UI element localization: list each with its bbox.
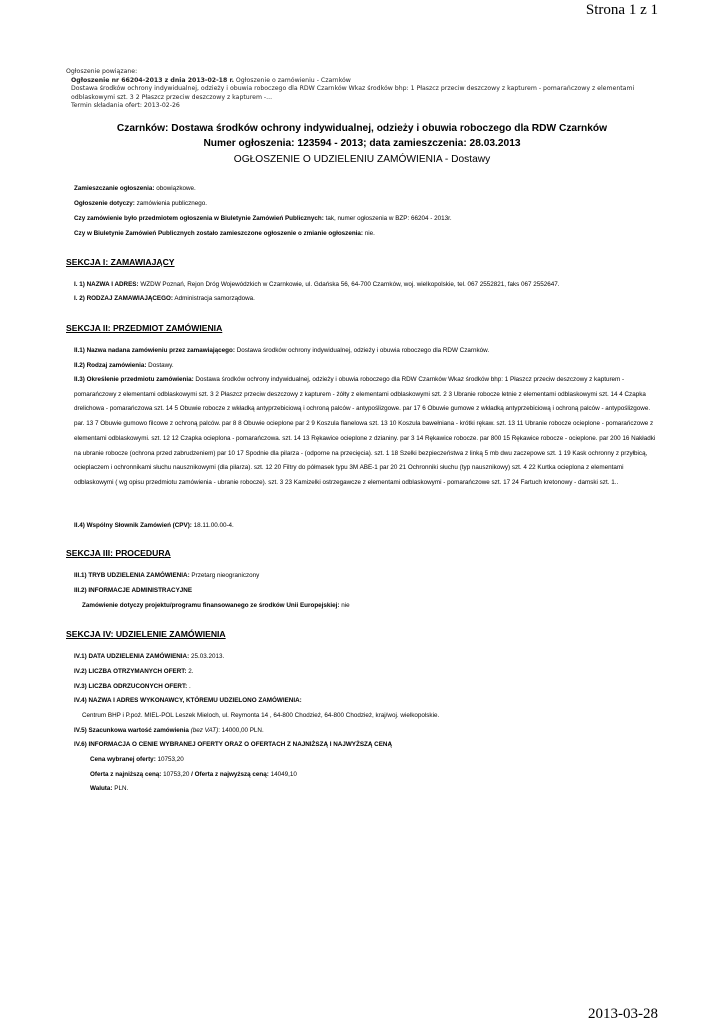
- section-heading: SEKCJA IV: UDZIELENIE ZAMÓWIENIA: [66, 629, 226, 639]
- contractor-address: Centrum BHP i P.poż. MIEL-POL Leszek Mieloch, ul. Reymonta 14 , 64-800 Chodzież, 64-800 Chodzież, kraj/woj. wielkopolskie.: [82, 712, 440, 719]
- section4-item: IV.2) LICZBA OTRZYMANYCH OFERT: 2.: [74, 668, 194, 675]
- section1-item: I. 2) RODZAJ ZAMAWIAJĄCEGO: Administracja samorządowa.: [74, 295, 255, 302]
- section3-item: Zamówienie dotyczy projektu/programu finansowanego ze środków Unii Europejskiej: nie: [82, 602, 350, 609]
- section4-item: IV.1) DATA UDZIELENIA ZAMÓWIENIA: 25.03.2013.: [74, 653, 225, 660]
- section-heading: SEKCJA II: PRZEDMIOT ZAMÓWIENIA: [66, 323, 223, 333]
- intro-line: Ogłoszenie dotyczy: zamówienia publicznego.: [74, 200, 207, 207]
- related-reference[interactable]: Ogłoszenie nr 66204-2013 z dnia 2013-02-18 r. Ogłoszenie o zamówieniu - Czarnków: [71, 76, 351, 84]
- section4-item: IV.3) LICZBA ODRZUCONYCH OFERT: .: [74, 683, 191, 690]
- notice-number: Numer ogłoszenia: 123594 - 2013; data zamieszczenia: 28.03.2013: [203, 138, 521, 149]
- intro-line: Zamieszczanie ogłoszenia: obowiązkowe.: [74, 185, 196, 192]
- section1-item: I. 1) NAZWA I ADRES: WZDW Poznań, Rejon Dróg Wojewódzkich w Czarnkowie, ul. Gdańska 56, 64-700 Czarnków, woj. wielkopolskie, tel. 067 2552821, faks 067 2552647.: [74, 281, 560, 288]
- cpv-code: II.4) Wspólny Słownik Zamówień (CPV): 18.11.00.00-4.: [74, 522, 234, 529]
- currency: Waluta: PLN.: [90, 785, 129, 792]
- notice-type: OGŁOSZENIE O UDZIELENIU ZAMÓWIENIA - Dostawy: [233, 154, 491, 165]
- selected-price: Cena wybranej oferty: 10753,20: [90, 756, 184, 763]
- print-date: 2013-03-28: [588, 1006, 658, 1022]
- related-deadline: Termin składania ofert: 2013-02-26: [71, 102, 180, 110]
- section-heading: SEKCJA I: ZAMAWIAJĄCY: [66, 257, 175, 267]
- offer-info-heading: IV.6) INFORMACJA O CENIE WYBRANEJ OFERTY ORAZ O OFERTACH Z NAJNIŻSZĄ I NAJWYŻSZĄ CENĄ: [74, 741, 393, 748]
- intro-line: Czy w Biuletynie Zamówień Publicznych zostało zamieszczone ogłoszenie o zmianie ogłoszenia: nie.: [74, 230, 375, 237]
- estimated-value: IV.5) Szacunkowa wartość zamówienia (bez VAT): 14000,00 PLN.: [74, 727, 264, 734]
- notice-title: Czarnków: Dostawa środków ochrony indywidualnej, odzieży i obuwia roboczego dla RDW Czarnków: [116, 123, 608, 134]
- section-heading: SEKCJA III: PROCEDURA: [66, 548, 171, 558]
- order-description: II.3) Określenie przedmiotu zamówienia: Dostawa środków ochrony indywidualnej, odzieży i obuwia roboczego dla RDW Czarnków Wkaz środków bhp: 1 Płaszcz przeciw deszczowy z kapturem - pomarańczowy z elementami odblaskowymi szt. 3 2 Płaszcz przeciw deszczowy z kapturem - żółty z elementami odblaskowymi szt. 2 3 Ubranie robocze letnie z elementami odblaskowymi szt. 14 4 Czapka drelichowa - pomarańczowa szt. 14 5 Obuwie robocze z wkładką antyprzebiciową i ochroną palców - antypoślizgowe. par 17 6 Obuwie gumowe z wkładką antyprzebiciową i ochroną palców - antypoślizgowe. par. 13 7 Obuwie gumowo filcowe z ochroną palców. par 8 8 Obuwie ocieplone par 2 9 Koszula flanelowa szt. 13 10 Koszula bawełniana - krótki rękaw. szt. 13 11 Ubranie robocze ocieplone - pomarańczowe z elementami odblaskowymi. szt. 12 12 Czapka ocieplona - pomarańczowa. szt. 14 13 Rękawice ocieplone z dzianiny. par 3 14 Rękawice robocze. par 800 15 Rękawice robocze - ocieplone. par 200 16 Nakładki na ubranie robocze (ochrona przed zabrudzeniem) par 10 17 Spodnie dla pilarza - (odporne na przecięcia). szt. 1 18 Szelki bezpieczeństwa z linką 5 mb dwu zaczepowe szt. 1 19 Kask ochronny z przyłbicą, ocieplaczem i ochronnikami słuchu nausznikowymi (dla pilarza). szt. 12 20 Filtry do półmasek typu 3M ABE-1 par 20 21 Ochronniki słuchu (typ nausznikowy) szt. 4 22 Kurtka ocieplona z elementami odblaskowymi ( wg opisu przedmiotu zamówienia - ubranie robocze). szt. 3 23 Kamizelki ostrzegawcze z elementami odblaskowymi - pomarańczowe szt. 17 24 Fartuch kretonowy - damski szt. 1..: [74, 376, 656, 486]
- related-heading: Ogłoszenie powiązane:: [66, 68, 138, 75]
- section2-item: II.2) Rodzaj zamówienia: Dostawy.: [74, 362, 174, 369]
- related-description: Dostawa środków ochrony indywidualnej, odzieży i obuwia roboczego dla RDW Czarnków Wkaz środków bhp: 1 Płaszcz przeciw deszczowy z kapturem - pomarańczowy z elementami odblaskowymi szt. 3 2 Płaszcz przeciw deszczowy z kapturem -...: [71, 85, 635, 101]
- section3-item: III.1) TRYB UDZIELENIA ZAMÓWIENIA: Przetarg nieograniczony: [74, 572, 260, 579]
- related-notice: [66, 68, 646, 111]
- section3-item: III.2) INFORMACJE ADMINISTRACYJNE: [74, 587, 193, 594]
- intro-line: Czy zamówienie było przedmiotem ogłoszenia w Biuletynie Zamówień Publicznych: tak, numer ogłoszenia w BZP: 66204 - 2013r.: [74, 215, 452, 222]
- page-number: Strona 1 z 1: [585, 2, 658, 18]
- price-range: Oferta z najniższą ceną: 10753,20 / Oferta z najwyższą ceną: 14049,10: [90, 771, 297, 778]
- section2-item: II.1) Nazwa nadana zamówieniu przez zamawiającego: Dostawa środków ochrony indywidualnej, odzieży i obuwia roboczego dla RDW Czarnków.: [74, 347, 490, 354]
- section4-item: IV.4) NAZWA I ADRES WYKONAWCY, KTÓREMU UDZIELONO ZAMÓWIENIA:: [74, 697, 302, 704]
